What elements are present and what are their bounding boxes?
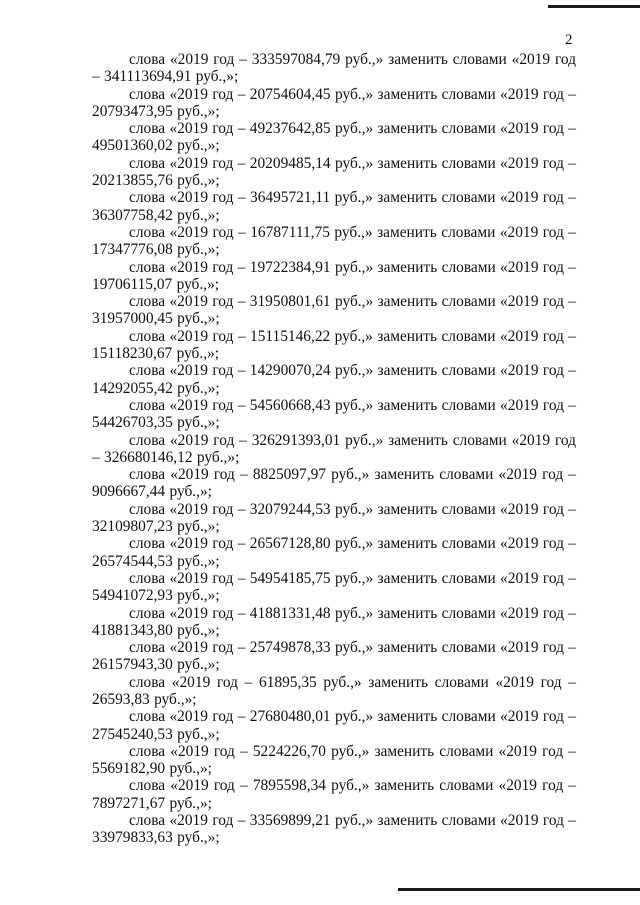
amendment-entry: слова «2019 год – 5224226,70 руб.,» заменить словами «2019 год – 5569182,90 руб.,»; bbox=[92, 742, 576, 778]
page-number: 2 bbox=[565, 32, 573, 48]
amendment-entry: слова «2019 год – 25749878,33 руб.,» заменить словами «2019 год – 26157943,30 руб.,»; bbox=[92, 639, 576, 674]
amendment-entry: слова «2019 год – 54560668,43 руб.,» заменить словами «2019 год – 54426703,35 руб.,»; bbox=[92, 396, 576, 432]
amendment-entry: слова «2019 год – 61895,35 руб.,» заменить словами «2019 год – 26593,83 руб.,»; bbox=[92, 673, 576, 708]
amendment-entry: слова «2019 год – 7895598,34 руб.,» заменить словами «2019 год – 7897271,67 руб.,»; bbox=[92, 777, 576, 812]
amendment-entry: слова «2019 год – 19722384,91 руб.,» заменить словами «2019 год – 19706115,07 руб.,»; bbox=[92, 258, 576, 293]
amendment-entry: слова «2019 год – 15115146,22 руб.,» заменить словами «2019 год – 15118230,67 руб.,»; bbox=[92, 327, 576, 363]
amendment-entry: слова «2019 год – 27680480,01 руб.,» заменить словами «2019 год – 27545240,53 руб.,»; bbox=[92, 708, 576, 743]
amendment-entry: слова «2019 год – 31950801,61 руб.,» заменить словами «2019 год – 31957000,45 руб.,»; bbox=[92, 293, 576, 328]
amendment-entry: слова «2019 год – 14290070,24 руб.,» заменить словами «2019 год – 14292055,42 руб.,»; bbox=[92, 362, 576, 397]
scan-edge-line-top bbox=[548, 5, 640, 8]
amendment-entry: слова «2019 год – 16787111,75 руб.,» заменить словами «2019 год – 17347776,08 руб.,»; bbox=[92, 223, 576, 259]
document-body bbox=[92, 51, 576, 847]
amendment-entry: слова «2019 год – 8825097,97 руб.,» заменить словами «2019 год – 9096667,44 руб.,»; bbox=[92, 466, 576, 501]
amendment-entry: слова «2019 год – 33569899,21 руб.,» заменить словами «2019 год – 33979833,63 руб.,»; bbox=[92, 812, 576, 847]
amendment-entry: слова «2019 год – 20209485,14 руб.,» заменить словами «2019 год – 20213855,76 руб.,»; bbox=[92, 154, 576, 190]
amendment-entry: слова «2019 год – 41881331,48 руб.,» заменить словами «2019 год – 41881343,80 руб.,»; bbox=[92, 604, 576, 639]
amendment-entry: слова «2019 год – 49237642,85 руб.,» заменить словами «2019 год – 49501360,02 руб.,»; bbox=[92, 120, 576, 155]
amendment-entry: слова «2019 год – 36495721,11 руб.,» заменить словами «2019 год – 36307758,42 руб.,»; bbox=[92, 189, 576, 224]
amendment-entry: слова «2019 год – 20754604,45 руб.,» заменить словами «2019 год – 20793473,95 руб.,»; bbox=[92, 85, 576, 120]
amendment-entry: слова «2019 год – 26567128,80 руб.,» заменить словами «2019 год – 26574544,53 руб.,»; bbox=[92, 535, 576, 570]
amendment-entry: слова «2019 год – 326291393,01 руб.,» заменить словами «2019 год – 326680146,12 руб.,»; bbox=[92, 431, 576, 466]
amendment-entry: слова «2019 год – 333597084,79 руб.,» заменить словами «2019 год – 341113694,91 руб.,»; bbox=[92, 51, 576, 86]
scan-edge-line-bottom bbox=[398, 888, 640, 891]
amendment-entry: слова «2019 год – 32079244,53 руб.,» заменить словами «2019 год – 32109807,23 руб.,»; bbox=[92, 500, 576, 536]
amendment-entry: слова «2019 год – 54954185,75 руб.,» заменить словами «2019 год – 54941072,93 руб.,»; bbox=[92, 569, 576, 605]
